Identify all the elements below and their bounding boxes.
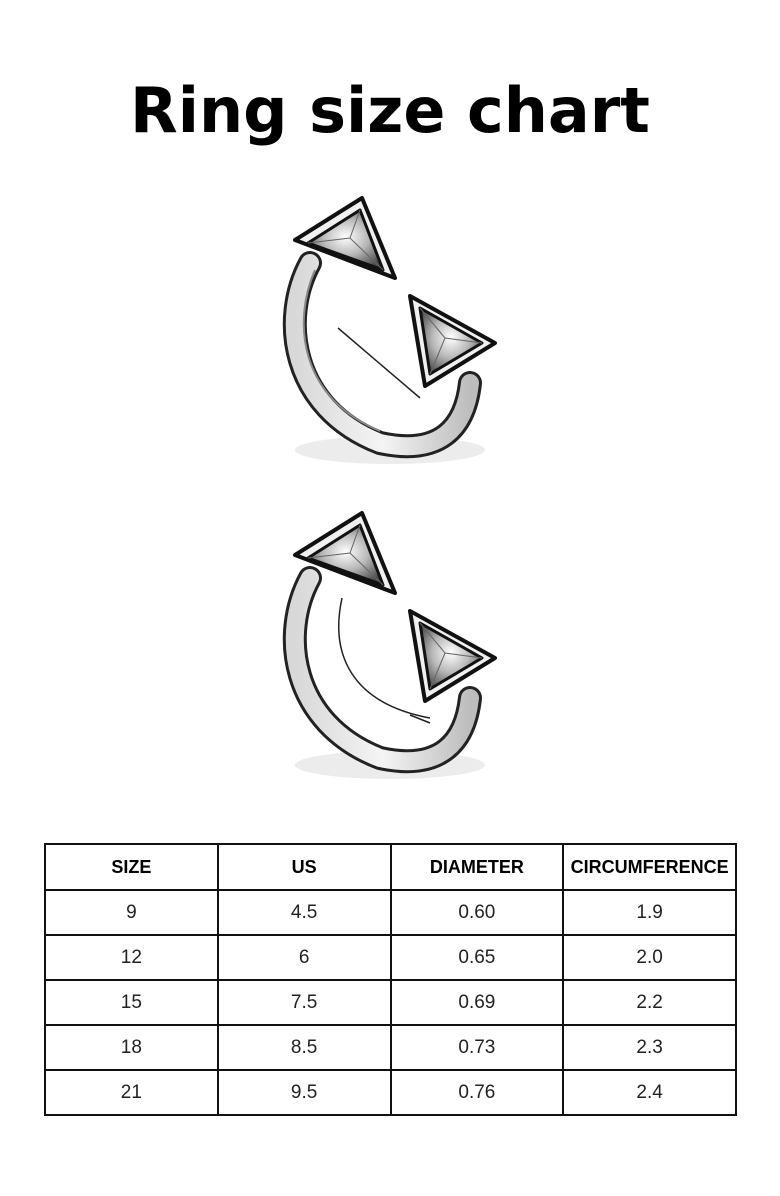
ring-drawing (270, 188, 510, 488)
cell-diameter: 0.73 (391, 1025, 564, 1070)
cell-size: 15 (45, 980, 218, 1025)
cell-circumference: 2.4 (563, 1070, 736, 1115)
ring-illustration (270, 188, 510, 488)
table-row (45, 1070, 736, 1115)
ring-drawing (270, 503, 510, 803)
cell-us: 8.5 (218, 1025, 391, 1070)
cell-circumference: 2.0 (563, 935, 736, 980)
table-row (45, 980, 736, 1025)
table-row (45, 935, 736, 980)
cell-us: 6 (218, 935, 391, 980)
page-title: Ring size chart (130, 74, 650, 147)
cell-circumference: 2.2 (563, 980, 736, 1025)
cell-circumference: 1.9 (563, 890, 736, 935)
column-header-circumference: CIRCUMFERENCE (563, 844, 736, 890)
ring-illustration (270, 503, 510, 803)
cell-size: 21 (45, 1070, 218, 1115)
table-header-row (45, 844, 736, 890)
cell-diameter: 0.60 (391, 890, 564, 935)
column-header-us: US (218, 844, 391, 890)
cell-diameter: 0.76 (391, 1070, 564, 1115)
cell-diameter: 0.65 (391, 935, 564, 980)
column-header-diameter: DIAMETER (391, 844, 564, 890)
cell-us: 4.5 (218, 890, 391, 935)
cell-us: 7.5 (218, 980, 391, 1025)
table-row (45, 1025, 736, 1070)
table-row (45, 890, 736, 935)
cell-us: 9.5 (218, 1070, 391, 1115)
cell-size: 12 (45, 935, 218, 980)
ring-size-table (44, 843, 737, 1116)
cell-circumference: 2.3 (563, 1025, 736, 1070)
cell-diameter: 0.69 (391, 980, 564, 1025)
cell-size: 9 (45, 890, 218, 935)
column-header-size: SIZE (45, 844, 218, 890)
cell-size: 18 (45, 1025, 218, 1070)
